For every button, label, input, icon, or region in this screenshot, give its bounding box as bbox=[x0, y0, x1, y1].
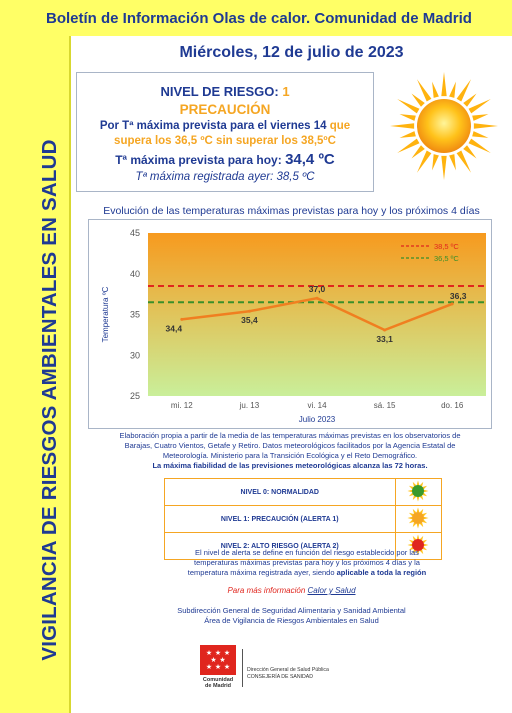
sidebar bbox=[0, 0, 71, 713]
today-max-label: Tª máxima prevista para hoy: bbox=[115, 153, 282, 167]
more-info bbox=[71, 586, 512, 595]
sun-ray bbox=[463, 145, 476, 158]
risk-level bbox=[77, 84, 373, 99]
logo-org-name bbox=[196, 677, 240, 689]
alert-note-line-1: El nivel de alerta se define en función del riesgo establecido por las bbox=[195, 548, 419, 557]
x-axis-label: Julio 2023 bbox=[298, 415, 336, 424]
source-text bbox=[100, 431, 480, 471]
data-point bbox=[451, 302, 454, 305]
svg-text:★: ★ bbox=[210, 656, 217, 664]
risk-desc-line1-highlight: que bbox=[329, 120, 351, 132]
svg-text:★: ★ bbox=[214, 663, 222, 671]
source-line-3: Meteorología. Ministerio para la Transición Ecológica y el Reto Demográfico. bbox=[162, 451, 418, 460]
data-point bbox=[316, 297, 319, 300]
bulletin-date: Miércoles, 12 de julio de 2023 bbox=[179, 44, 404, 61]
legend-label: 36,5 ºC bbox=[434, 254, 459, 263]
logo-divider bbox=[242, 649, 243, 687]
y-tick-label: 35 bbox=[129, 309, 140, 320]
sun-ray bbox=[469, 139, 491, 153]
alert-note bbox=[170, 548, 444, 578]
today-max-value: 34,4 ºC bbox=[285, 151, 335, 168]
sun-ray bbox=[411, 93, 424, 106]
sun-ray bbox=[474, 123, 498, 128]
y-tick-label: 25 bbox=[129, 391, 140, 401]
x-tick-label: do. 16 bbox=[441, 401, 464, 410]
risk-level-number: 1 bbox=[282, 84, 290, 99]
svg-text:★: ★ bbox=[223, 663, 231, 671]
level-2-label: NIVEL 2: ALTO RIESGO (ALERTA 2) bbox=[165, 533, 396, 560]
calor-y-salud-link[interactable]: Calor y Salud bbox=[307, 586, 356, 595]
source-line-2: Barajas, Cuatro Vientos, Getafe y Retiro. Datos meteorológicos facilitados por la Agencia Estatal de bbox=[124, 441, 456, 450]
sun-ray bbox=[417, 79, 431, 101]
logo-dept-line-1: Dirección General de Salud Pública bbox=[247, 667, 329, 673]
svg-text:★: ★ bbox=[219, 656, 226, 664]
level-row-1 bbox=[165, 506, 442, 533]
x-tick-label: mi. 12 bbox=[170, 401, 193, 410]
comunidad-madrid-logo bbox=[196, 645, 376, 689]
agency-info bbox=[71, 606, 512, 626]
sun-ray bbox=[400, 114, 416, 121]
header-bar bbox=[0, 0, 512, 36]
sidebar-vertical-title: VIGILANCIA DE RIESGOS AMBIENTALES EN SALUD bbox=[38, 139, 61, 661]
y-axis-label: Temperatura ºC bbox=[101, 286, 110, 343]
svg-text:★: ★ bbox=[205, 663, 213, 671]
data-point bbox=[248, 310, 251, 313]
today-max-temp bbox=[77, 151, 373, 168]
data-label: 34,4 bbox=[165, 323, 183, 334]
logo-department bbox=[247, 667, 329, 681]
sun-ray bbox=[463, 93, 476, 106]
sun-ray bbox=[469, 99, 491, 113]
data-label: 35,4 bbox=[241, 315, 258, 326]
svg-text:★: ★ bbox=[223, 649, 231, 657]
svg-text:★: ★ bbox=[214, 649, 222, 657]
y-tick-label: 40 bbox=[129, 268, 140, 279]
chart-caption: Evolución de las temperaturas máximas previstas para hoy y los próximos 4 días bbox=[103, 205, 480, 217]
sun-ray bbox=[390, 123, 414, 128]
risk-box bbox=[76, 72, 374, 192]
y-tick-label: 30 bbox=[129, 350, 140, 361]
sun-ray bbox=[441, 156, 446, 180]
sun-ray bbox=[457, 79, 471, 101]
svg-text:★: ★ bbox=[205, 649, 213, 657]
sun-ray bbox=[457, 151, 471, 173]
temperature-chart bbox=[88, 219, 492, 429]
sun-ray bbox=[472, 131, 488, 138]
sun-ray bbox=[397, 139, 419, 153]
more-info-prefix: Para más información bbox=[227, 586, 306, 595]
sun-ray bbox=[472, 114, 488, 121]
level-0-label: NIVEL 0: NORMALIDAD bbox=[165, 479, 396, 506]
sun-ray bbox=[417, 151, 431, 173]
orange-sun-icon bbox=[407, 507, 429, 529]
yesterday-max-temp: Tª máxima registrada ayer: 38,5 ºC bbox=[135, 171, 315, 183]
alert-note-line-3: temperatura máxima registrada ayer, siendo bbox=[187, 568, 335, 577]
sun-ray bbox=[411, 145, 424, 158]
logo-org-line-1: Comunidad bbox=[202, 677, 234, 683]
agency-line-2: Área de Vigilancia de Riesgos Ambientales en Salud bbox=[204, 616, 379, 625]
legend-label: 38,5 ºC bbox=[434, 242, 459, 251]
level-1-label: NIVEL 1: PRECAUCIÓN (ALERTA 1) bbox=[165, 506, 396, 533]
logo-dept-line-2: CONSEJERÍA DE SANIDAD bbox=[247, 674, 314, 680]
data-point bbox=[180, 318, 183, 321]
data-label: 37,0 bbox=[308, 284, 326, 295]
level-row-0 bbox=[165, 479, 442, 506]
alert-note-line-3-bold: aplicable a toda la región bbox=[336, 568, 427, 577]
risk-desc-line2: supera los 36,5 ºC sin superar los 38,5ºC bbox=[114, 135, 336, 147]
risk-description bbox=[77, 119, 373, 149]
madrid-flag-stars-icon bbox=[196, 645, 240, 677]
green-sun-icon bbox=[407, 480, 429, 502]
source-line-4: La máxima fiabilidad de las previsiones meteorológicas alcanza las 72 horas. bbox=[152, 461, 428, 470]
risk-level-label: NIVEL DE RIESGO: bbox=[160, 84, 279, 99]
x-tick-label: ju. 13 bbox=[239, 401, 260, 410]
x-tick-label: vi. 14 bbox=[307, 401, 327, 410]
sun-ray bbox=[432, 154, 439, 170]
data-label: 36,3 bbox=[449, 290, 467, 301]
agency-line-1: Subdirección General de Seguridad Alimentaria y Sanidad Ambiental bbox=[177, 606, 406, 615]
risk-desc-line1: Por Tª máxima prevista para el viernes 14 bbox=[99, 120, 327, 132]
sun-ray bbox=[449, 82, 456, 98]
sun-ray bbox=[397, 99, 419, 113]
logo-org-line-2: de Madrid bbox=[205, 683, 231, 689]
sun-ray bbox=[432, 82, 439, 98]
data-label: 33,1 bbox=[376, 333, 393, 344]
x-tick-label: sá. 15 bbox=[373, 401, 396, 410]
sun-ray bbox=[400, 131, 416, 138]
sun-ray bbox=[449, 154, 456, 170]
y-tick-label: 45 bbox=[129, 228, 140, 238]
source-line-1: Elaboración propia a partir de la media de las temperaturas máximas previstas en los observatorios de bbox=[119, 431, 461, 440]
page-title: Boletín de Información Olas de calor. Comunidad de Madrid bbox=[46, 10, 472, 27]
alert-note-line-2: temperaturas máximas previstas para hoy y los próximos 4 días y la bbox=[194, 558, 420, 567]
sun-ray bbox=[441, 72, 446, 96]
risk-level-name: PRECAUCIÓN bbox=[179, 102, 271, 117]
sun-icon bbox=[388, 70, 500, 182]
data-point bbox=[383, 328, 386, 331]
